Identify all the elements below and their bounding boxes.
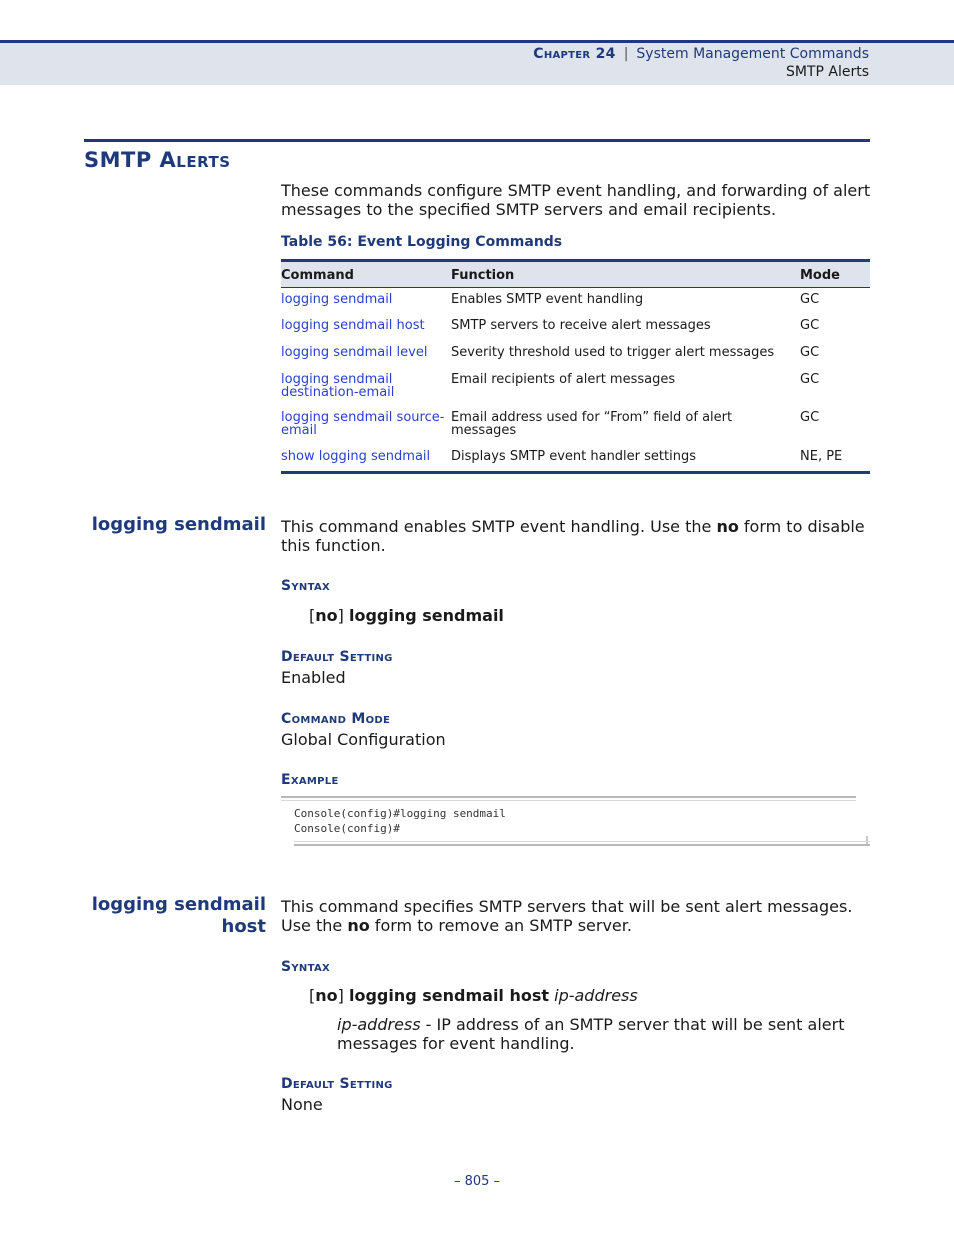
page-number: – 805 – [453, 1174, 501, 1189]
header-separator: | [623, 46, 629, 62]
command-mode-heading: Command Mode [281, 711, 391, 727]
code-box-top-border [281, 796, 856, 801]
mode-cell: GC [800, 318, 820, 333]
chapter-title: System Management Commands [636, 46, 869, 62]
description-text: This command enables SMTP event handling. Use the [281, 517, 717, 536]
code-example [281, 796, 870, 852]
syntax-line [309, 606, 504, 625]
code-line: Console(config)# [294, 822, 400, 835]
function-cell: Enables SMTP event handling [451, 292, 644, 307]
default-setting-value: None [281, 1095, 323, 1114]
section-intro: These commands configure SMTP event handling, and forwarding of alert messages to the specified SMTP servers and email recipients. [281, 181, 871, 219]
syntax-line [309, 986, 638, 1005]
mode-cell: GC [800, 292, 820, 307]
parameter-description [337, 1015, 867, 1053]
example-heading: Example [281, 772, 339, 788]
description-text: form to disable this function. [281, 517, 865, 555]
table-bottom-rule [281, 471, 870, 474]
column-header-command: Command [281, 268, 354, 283]
syntax-command: logging sendmail [348, 606, 504, 625]
command-heading-logging-sendmail-host [92, 894, 266, 938]
bracket-open: [ [309, 606, 316, 625]
no-keyword: no [347, 916, 370, 935]
description-text: This command specifies SMTP servers that will be sent alert messages. Use the [281, 897, 853, 935]
description-text: form to remove an SMTP server. [369, 916, 632, 935]
mode-cell: NE, PE [800, 449, 843, 464]
section-title: SMTP Alerts [84, 148, 231, 172]
table-caption: Table 56: Event Logging Commands [281, 234, 563, 250]
bracket-close: ] [337, 606, 349, 625]
syntax-command: logging sendmail host [348, 986, 550, 1005]
mode-cell: GC [800, 372, 820, 387]
default-setting-heading: Default Setting [281, 1076, 393, 1092]
command-heading-logging-sendmail: logging sendmail [91, 514, 266, 535]
no-keyword: no [716, 517, 739, 536]
column-header-function: Function [451, 268, 515, 283]
command-mode-value: Global Configuration [281, 730, 446, 749]
column-header-mode: Mode [800, 268, 840, 283]
command-link[interactable]: logging sendmail level [281, 345, 428, 360]
code-box-bottom-border [294, 841, 870, 846]
default-setting-value: Enabled [281, 668, 346, 687]
command-link[interactable]: show logging sendmail [281, 449, 431, 464]
mode-cell: GC [800, 345, 820, 360]
running-header-chapter [533, 46, 869, 62]
running-header-section: SMTP Alerts [785, 64, 869, 80]
syntax-no: no [315, 986, 338, 1005]
command-link-line: email [281, 423, 317, 438]
command-link[interactable] [281, 373, 446, 399]
command-link-line: logging sendmail source- [281, 410, 445, 425]
table-header-row [281, 259, 870, 288]
bracket-close: ] [337, 986, 349, 1005]
parameter-text: - IP address of an SMTP server that will be sent alert messages for event handling. [337, 1015, 845, 1053]
parameter-name: ip-address [337, 1015, 421, 1034]
syntax-parameter: ip-address [554, 986, 638, 1005]
command-link[interactable]: logging sendmail [281, 292, 393, 307]
bracket-open: [ [309, 986, 316, 1005]
chapter-label: Chapter 24 [533, 46, 616, 62]
section-rule [84, 139, 870, 142]
syntax-no: no [315, 606, 338, 625]
command-link[interactable] [281, 411, 446, 437]
syntax-heading: Syntax [281, 578, 330, 594]
function-cell: Email address used for “From” field of alert messages [451, 410, 733, 438]
default-setting-heading: Default Setting [281, 649, 393, 665]
function-cell: SMTP servers to receive alert messages [451, 318, 711, 333]
heading-line: host [221, 916, 266, 937]
command-description [281, 517, 871, 555]
heading-line: logging sendmail [91, 894, 266, 915]
command-link-line: destination-email [281, 385, 395, 400]
code-line: Console(config)#logging sendmail [294, 807, 506, 820]
command-link-line: logging sendmail [281, 372, 393, 387]
command-description [281, 897, 871, 935]
command-link[interactable]: logging sendmail host [281, 318, 425, 333]
function-cell: Displays SMTP event handler settings [451, 449, 696, 464]
mode-cell: GC [800, 410, 820, 425]
syntax-heading: Syntax [281, 959, 330, 975]
function-cell: Email recipients of alert messages [451, 372, 676, 387]
function-cell: Severity threshold used to trigger alert messages [451, 345, 775, 360]
commands-table [281, 259, 870, 464]
